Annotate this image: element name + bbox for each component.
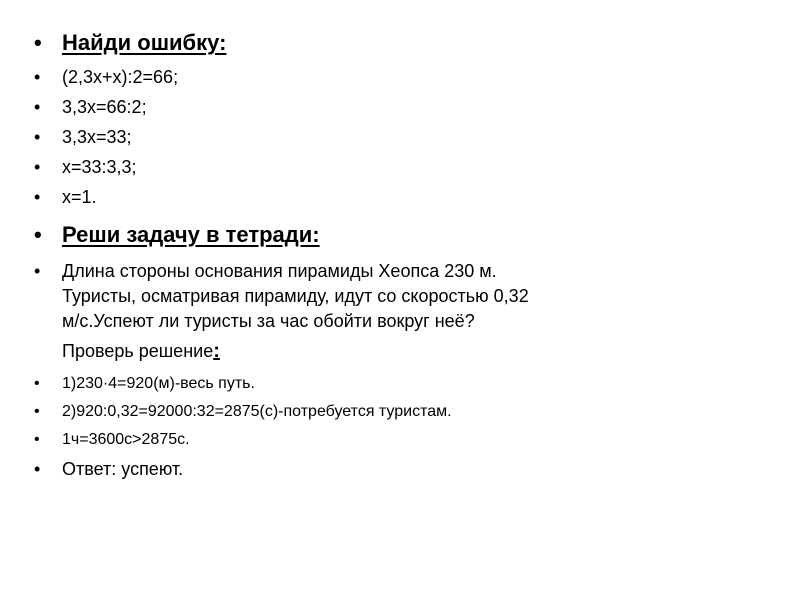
bullet: •: [34, 97, 41, 117]
bullet: •: [34, 375, 40, 392]
bullet: •: [34, 30, 42, 55]
solution-text: 1ч=3600с>2875с.: [62, 431, 190, 448]
answer-text: Ответ: успеют.: [62, 459, 184, 479]
step-text: 3,3х=66:2;: [62, 97, 147, 117]
problem-text: [62, 259, 529, 334]
heading-find-error-text: Найди ошибку:: [62, 30, 227, 55]
bullet: •: [34, 67, 41, 87]
check-solution-label: [62, 340, 220, 363]
step-text: х=33:3,3;: [62, 157, 137, 177]
check-solution-text: Проверь решение: [62, 341, 214, 361]
bullet: •: [34, 157, 41, 177]
bullet: •: [34, 127, 41, 147]
problem-line: м/с.Успеют ли туристы за час обойти вокруг неё?: [62, 311, 475, 331]
bullet: •: [34, 431, 40, 448]
bullet: •: [34, 261, 41, 281]
bullet: •: [34, 222, 42, 247]
bullet: •: [34, 459, 41, 479]
solution-text: 2)920:0,32=92000:32=2875(с)-потребуется туристам.: [62, 403, 452, 420]
step-text: (2,3х+х):2=66;: [62, 67, 179, 87]
check-solution-colon: :: [213, 340, 220, 362]
bullet: •: [34, 403, 40, 420]
bullet: •: [34, 187, 41, 207]
step-text: 3,3х=33;: [62, 127, 132, 147]
problem-line: Туристы, осматривая пирамиду, идут со скоростью 0,32: [62, 286, 529, 306]
heading-solve-task-text: Реши задачу в тетради:: [62, 222, 320, 247]
solution-text: 1)230·4=920(м)-весь путь.: [62, 375, 255, 392]
problem-line: Длина стороны основания пирамиды Хеопса 230 м.: [62, 261, 497, 281]
step-text: х=1.: [62, 187, 97, 207]
